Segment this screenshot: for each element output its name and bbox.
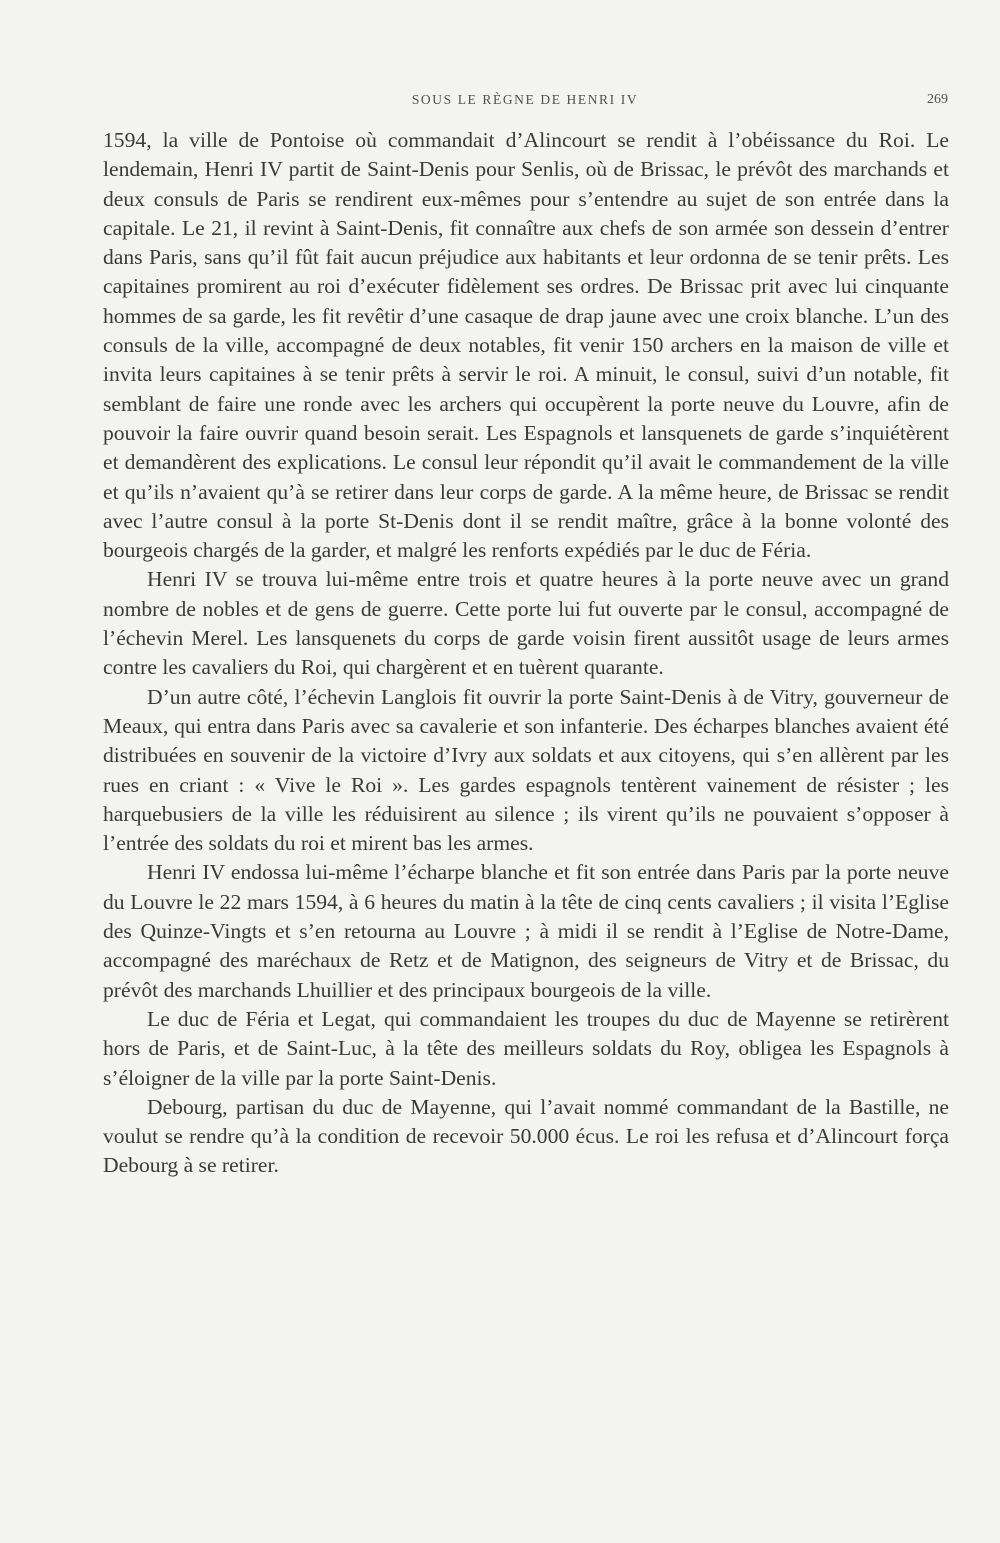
running-head [0,92,1000,114]
paragraph-2: Henri IV se trouva lui-même entre trois et quatre heures à la porte neuve avec un grand nombre de nobles et de gens de guerre. Cette porte lui fut ouverte par le consul, accompagné de l’échevin Merel. Les lansquenets du corps de garde voisin firent aussitôt usage de leurs armes contre les cavaliers du Roi, qui chargèrent et en tuèrent quarante. [103,567,949,680]
running-title: SOUS LE RÈGNE DE HENRI IV [411,92,639,107]
paragraph-3: D’un autre côté, l’échevin Langlois fit ouvrir la porte Saint-Denis à de Vitry, gouverneur de Meaux, qui entra dans Paris avec sa cavalerie et son infanterie. Des écharpes blanches avaient été distribuées en souvenir de la victoire d’Ivry aux soldats et aux citoyens, qui s’en allèrent par les rues en criant : « Vive le Roi ». Les gardes espagnols tentèrent vainement de résister ; les harquebusiers de la ville les réduisirent au silence ; ils virent qu’ils ne pouvaient s’opposer à l’entrée des soldats du roi et mirent bas les armes. [103,684,949,856]
body-text [103,126,949,1181]
paragraph-4: Henri IV endossa lui-même l’écharpe blanche et fit son entrée dans Paris par la porte neuve du Louvre le 22 mars 1594, à 6 heures du matin à la tête de cinq cents cavaliers ; il visita l’Eglise des Quinze-Vingts et s’en retourna au Louvre ; à midi il se rendit à l’Eglise de Notre-Dame, accompagné des maréchaux de Retz et de Matignon, des seigneurs de Vitry et de Brissac, du prévôt des marchands Lhuillier et des principaux bourgeois de la ville. [103,860,949,1002]
paragraph-5: Le duc de Féria et Legat, qui commandaient les troupes du duc de Mayenne se retirèrent hors de Paris, et de Saint-Luc, à la tête des meilleurs soldats du Roy, obligea les Espagnols à s’éloigner de la ville par la porte Saint-Denis. [103,1006,949,1090]
paragraph-6: Debourg, partisan du duc de Mayenne, qui l’avait nommé commandant de la Bastille, ne voulut se rendre qu’à la condition de recevoir 50.000 écus. Le roi les refusa et d’Alincourt força Debourg à se retirer. [103,1094,949,1178]
paragraph-1: 1594, la ville de Pontoise où commandait d’Alincourt se rendit à l’obéissance du Roi. Le lendemain, Henri IV partit de Saint-Denis pour Senlis, où de Brissac, le prévôt des marchands et deux consuls de Paris se rendirent eux-mêmes pour s’entendre au sujet de son entrée dans la capitale. Le 21, il revint à Saint-Denis, fit connaître aux chefs de son armée son dessein d’entrer dans Paris, sans qu’il fût fait aucun préjudice aux habitants et leur ordonna de se tenir prêts. Les capitaines promirent au roi d’exécuter fidèlement ses ordres. De Brissac prit avec lui cinquante hommes de sa garde, les fit revêtir d’une casaque de drap jaune avec une croix blanche. L’un des consuls de la ville, accompagné de deux notables, fit venir 150 archers en la maison de ville et invita leurs capitaines à se tenir prêts à servir le roi. A minuit, le consul, suivi d’un notable, fit semblant de faire une ronde avec les archers qui occupèrent la porte neuve du Louvre, afin de pouvoir la faire ouvrir quand besoin serait. Les Espagnols et lansquenets de garde s’inquiétèrent et demandèrent des explications. Le consul leur répondit qu’il avait le commandement de la ville et qu’ils n’avaient qu’à se retirer dans leur corps de garde. A la même heure, de Brissac se rendit avec l’autre consul à la porte St-Denis dont il se rendit maître, grâce à la bonne volonté des bourgeois chargés de la garder, et malgré les renforts expédiés par le duc de Féria. [103,128,949,563]
page-number: 269 [927,92,948,107]
